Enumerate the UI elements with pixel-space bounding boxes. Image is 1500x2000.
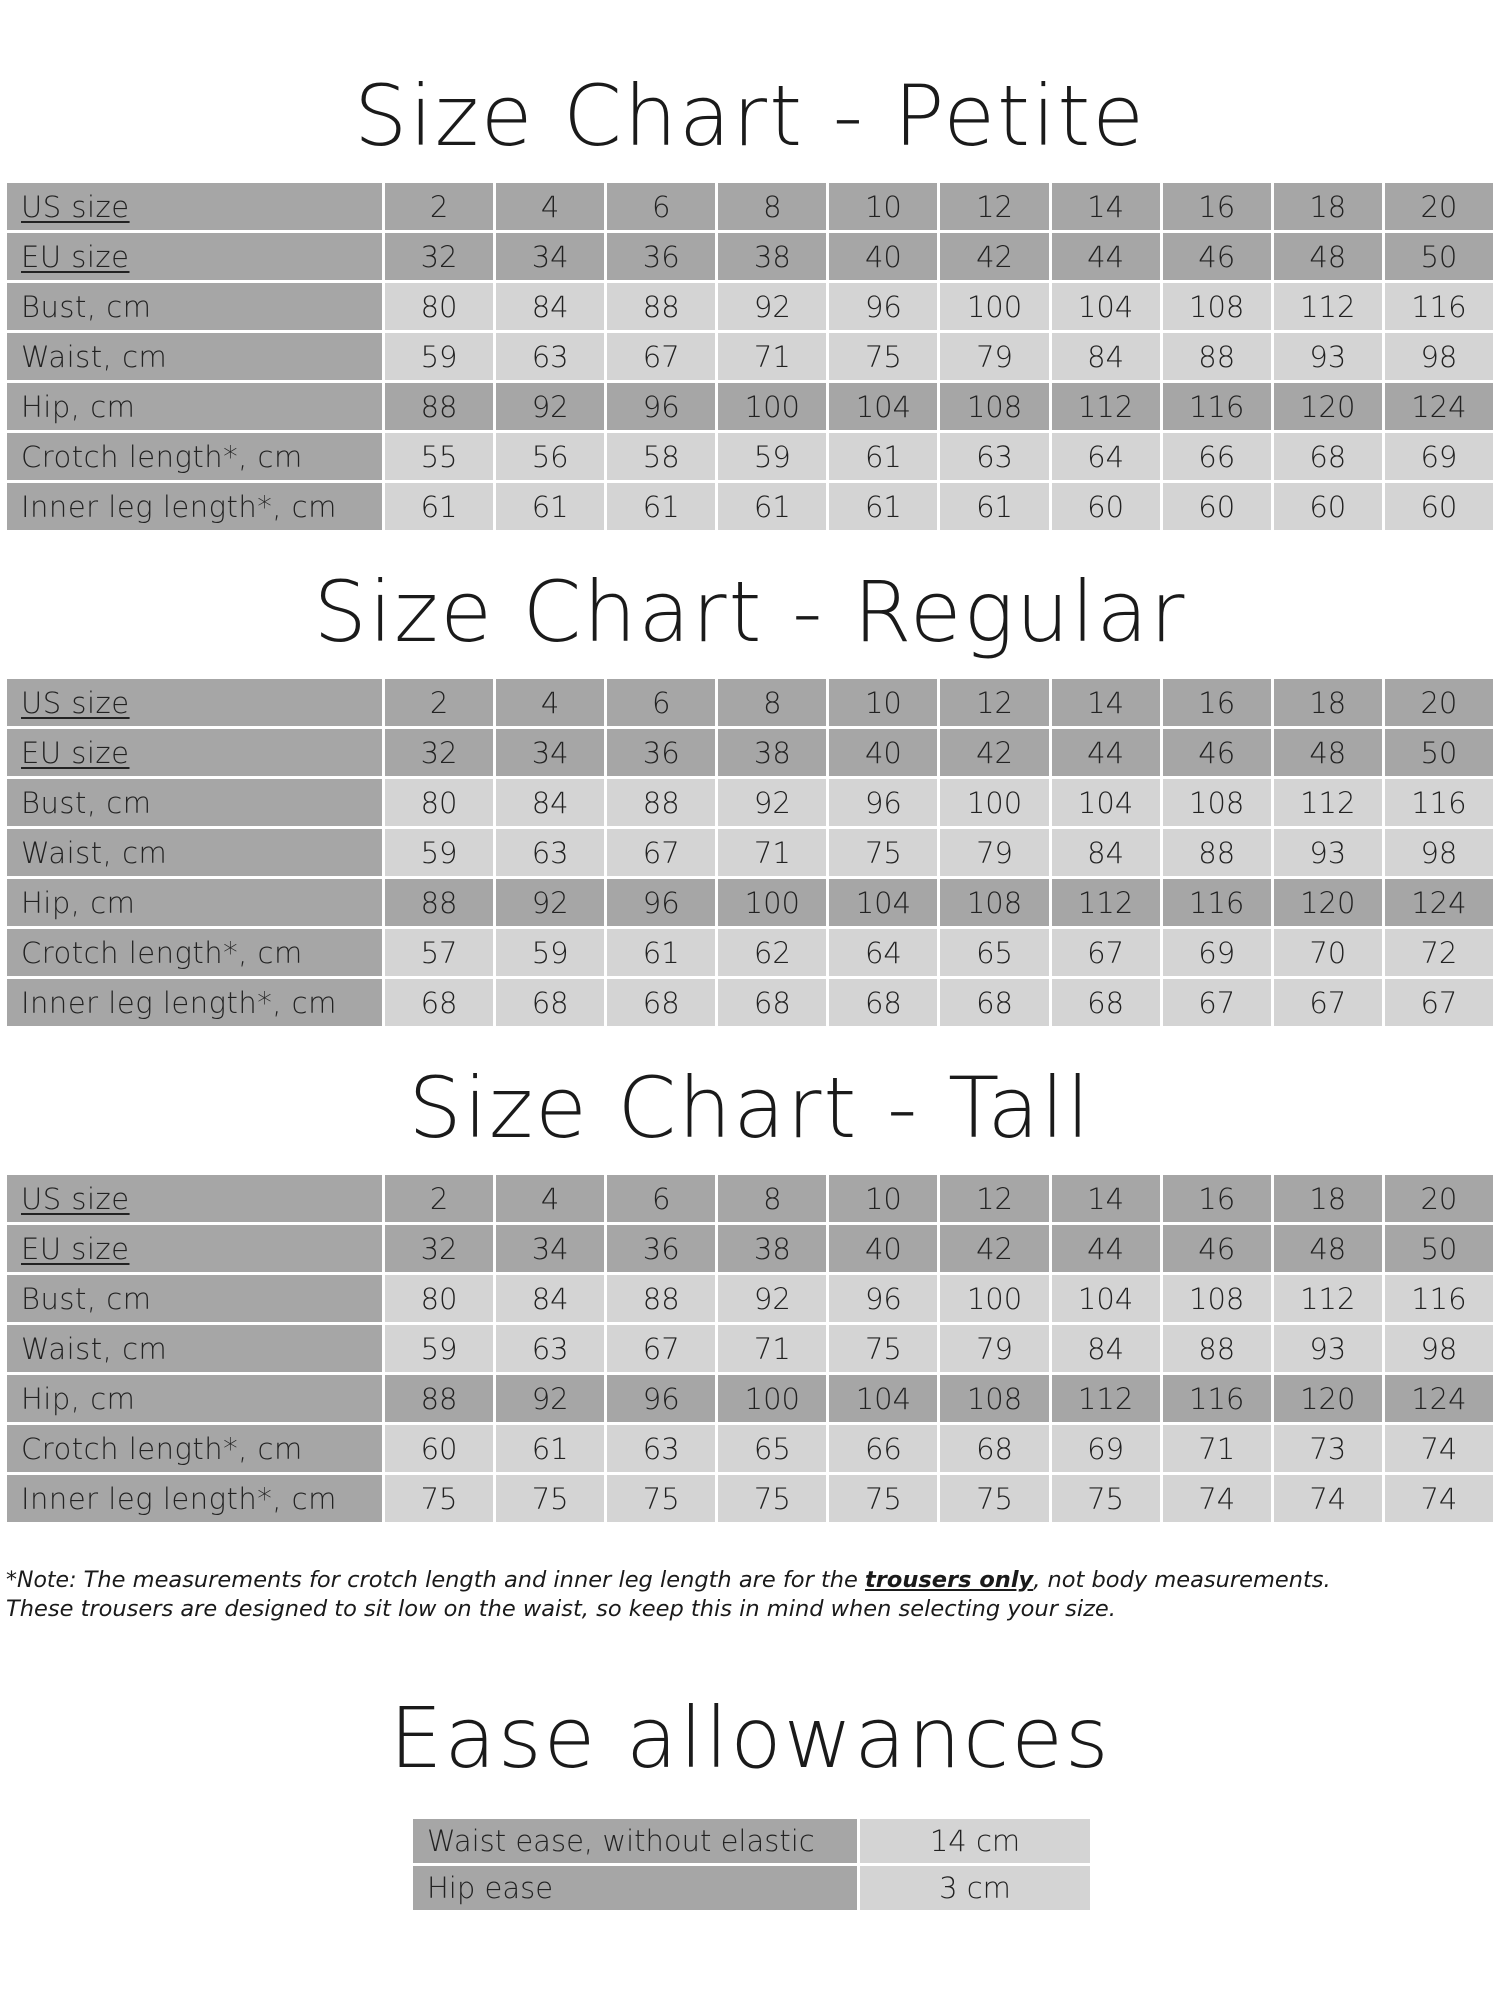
- size-value-cell: 68: [829, 979, 937, 1026]
- size-value-cell: 68: [1274, 433, 1382, 480]
- size-value-cell: 55: [385, 433, 493, 480]
- size-table-row: [7, 183, 1493, 230]
- size-value-cell: 70: [1274, 929, 1382, 976]
- size-value-cell: 36: [607, 233, 715, 280]
- size-value-cell: 63: [496, 829, 604, 876]
- size-value-cell: 67: [607, 1325, 715, 1372]
- size-value-cell: 79: [940, 829, 1048, 876]
- size-value-cell: 61: [607, 929, 715, 976]
- size-value-cell: 88: [607, 1275, 715, 1322]
- size-value-cell: 60: [1385, 483, 1493, 530]
- size-value-cell: 88: [1163, 1325, 1271, 1372]
- size-value-cell: 61: [829, 433, 937, 480]
- size-value-cell: 116: [1163, 383, 1271, 430]
- size-value-cell: 96: [829, 283, 937, 330]
- regular-chart-title: Size Chart - Regular: [313, 563, 1187, 661]
- size-value-cell: 20: [1385, 183, 1493, 230]
- row-label: Waist, cm: [7, 829, 382, 876]
- size-value-cell: 100: [718, 879, 826, 926]
- size-value-cell: 84: [1052, 829, 1160, 876]
- size-value-cell: 61: [718, 483, 826, 530]
- size-value-cell: 88: [385, 383, 493, 430]
- size-value-cell: 116: [1163, 879, 1271, 926]
- size-value-cell: 84: [1052, 333, 1160, 380]
- size-value-cell: 92: [496, 879, 604, 926]
- size-value-cell: 100: [940, 283, 1048, 330]
- size-table-row: [7, 1275, 1493, 1322]
- size-value-cell: 116: [1385, 1275, 1493, 1322]
- size-value-cell: 88: [1163, 829, 1271, 876]
- size-value-cell: 92: [718, 283, 826, 330]
- size-table-row: [7, 929, 1493, 976]
- size-value-cell: 71: [718, 333, 826, 380]
- size-value-cell: 88: [1163, 333, 1271, 380]
- row-label-text: US size: [21, 189, 130, 224]
- size-value-cell: 48: [1274, 729, 1382, 776]
- size-value-cell: 2: [385, 1175, 493, 1222]
- size-value-cell: 75: [385, 1475, 493, 1522]
- size-value-cell: 58: [607, 433, 715, 480]
- note-lead: *Note:: [6, 1568, 77, 1593]
- size-value-cell: 108: [1163, 779, 1271, 826]
- size-value-cell: 68: [1052, 979, 1160, 1026]
- size-value-cell: 59: [385, 333, 493, 380]
- ease-row-value: 3 cm: [860, 1866, 1090, 1910]
- size-value-cell: 112: [1052, 1375, 1160, 1422]
- size-value-cell: 42: [940, 233, 1048, 280]
- size-value-cell: 100: [718, 383, 826, 430]
- size-value-cell: 16: [1163, 183, 1271, 230]
- size-table-row: [7, 1175, 1493, 1222]
- size-value-cell: 84: [1052, 1325, 1160, 1372]
- size-value-cell: 79: [940, 333, 1048, 380]
- size-value-cell: 20: [1385, 1175, 1493, 1222]
- size-value-cell: 57: [385, 929, 493, 976]
- size-value-cell: 98: [1385, 829, 1493, 876]
- size-value-cell: 112: [1052, 879, 1160, 926]
- size-value-cell: 61: [496, 483, 604, 530]
- tall-size-table: [4, 1172, 1496, 1525]
- size-value-cell: 40: [829, 1225, 937, 1272]
- size-table-row: [7, 333, 1493, 380]
- size-value-cell: 71: [718, 829, 826, 876]
- size-value-cell: 4: [496, 679, 604, 726]
- size-value-cell: 56: [496, 433, 604, 480]
- size-value-cell: 18: [1274, 1175, 1382, 1222]
- size-value-cell: 8: [718, 679, 826, 726]
- ease-row-value: 14 cm: [860, 1819, 1090, 1863]
- size-value-cell: 67: [1163, 979, 1271, 1026]
- size-value-cell: 112: [1274, 1275, 1382, 1322]
- note-text-before: The measurements for crotch length and inner leg length are for the: [76, 1567, 866, 1593]
- size-value-cell: 18: [1274, 679, 1382, 726]
- size-value-cell: 67: [1052, 929, 1160, 976]
- size-table-row: [7, 679, 1493, 726]
- size-value-cell: 108: [1163, 1275, 1271, 1322]
- size-value-cell: 6: [607, 1175, 715, 1222]
- row-label: Bust, cm: [7, 1275, 382, 1322]
- size-value-cell: 112: [1274, 779, 1382, 826]
- size-value-cell: 12: [940, 1175, 1048, 1222]
- size-table-row: [7, 729, 1493, 776]
- size-value-cell: 8: [718, 183, 826, 230]
- size-value-cell: 73: [1274, 1425, 1382, 1472]
- size-value-cell: 50: [1385, 233, 1493, 280]
- size-value-cell: 44: [1052, 233, 1160, 280]
- size-value-cell: 67: [1385, 979, 1493, 1026]
- size-value-cell: 124: [1385, 1375, 1493, 1422]
- size-value-cell: 88: [385, 1375, 493, 1422]
- size-value-cell: 63: [940, 433, 1048, 480]
- size-value-cell: 75: [607, 1475, 715, 1522]
- size-value-cell: 68: [940, 1425, 1048, 1472]
- row-label-text: EU size: [21, 735, 130, 770]
- size-value-cell: 120: [1274, 383, 1382, 430]
- size-value-cell: 32: [385, 1225, 493, 1272]
- row-label: Inner leg length*, cm: [7, 1475, 382, 1522]
- size-value-cell: 88: [607, 779, 715, 826]
- size-value-cell: 46: [1163, 1225, 1271, 1272]
- size-value-cell: 60: [1163, 483, 1271, 530]
- size-value-cell: 75: [829, 333, 937, 380]
- size-value-cell: 100: [940, 1275, 1048, 1322]
- size-value-cell: 63: [496, 333, 604, 380]
- row-label: [7, 1225, 382, 1272]
- row-label: Hip, cm: [7, 879, 382, 926]
- ease-row-label: Waist ease, without elastic: [413, 1819, 857, 1863]
- size-value-cell: 34: [496, 1225, 604, 1272]
- size-value-cell: 60: [1052, 483, 1160, 530]
- row-label: [7, 183, 382, 230]
- row-label: Bust, cm: [7, 283, 382, 330]
- size-value-cell: 67: [607, 333, 715, 380]
- size-value-cell: 93: [1274, 333, 1382, 380]
- size-value-cell: 64: [1052, 433, 1160, 480]
- size-value-cell: 38: [718, 1225, 826, 1272]
- size-value-cell: 65: [940, 929, 1048, 976]
- size-value-cell: 16: [1163, 679, 1271, 726]
- size-value-cell: 79: [940, 1325, 1048, 1372]
- size-value-cell: 44: [1052, 1225, 1160, 1272]
- size-value-cell: 14: [1052, 679, 1160, 726]
- size-value-cell: 124: [1385, 879, 1493, 926]
- size-value-cell: 12: [940, 679, 1048, 726]
- size-value-cell: 14: [1052, 183, 1160, 230]
- size-value-cell: 38: [718, 233, 826, 280]
- size-value-cell: 61: [385, 483, 493, 530]
- size-table-row: [7, 383, 1493, 430]
- size-value-cell: 92: [496, 1375, 604, 1422]
- size-value-cell: 116: [1385, 779, 1493, 826]
- size-value-cell: 96: [607, 1375, 715, 1422]
- size-value-cell: 74: [1385, 1425, 1493, 1472]
- size-value-cell: 75: [829, 829, 937, 876]
- size-value-cell: 108: [940, 1375, 1048, 1422]
- size-value-cell: 12: [940, 183, 1048, 230]
- size-value-cell: 75: [718, 1475, 826, 1522]
- size-value-cell: 108: [1163, 283, 1271, 330]
- size-value-cell: 69: [1163, 929, 1271, 976]
- size-table-row: [7, 779, 1493, 826]
- size-value-cell: 75: [1052, 1475, 1160, 1522]
- size-value-cell: 71: [1163, 1425, 1271, 1472]
- size-value-cell: 61: [940, 483, 1048, 530]
- size-value-cell: 38: [718, 729, 826, 776]
- row-label: Crotch length*, cm: [7, 1425, 382, 1472]
- size-value-cell: 88: [385, 879, 493, 926]
- ease-row-label: Hip ease: [413, 1866, 857, 1910]
- size-value-cell: 92: [718, 1275, 826, 1322]
- size-value-cell: 69: [1052, 1425, 1160, 1472]
- row-label: Hip, cm: [7, 383, 382, 430]
- row-label: Waist, cm: [7, 1325, 382, 1372]
- size-value-cell: 88: [607, 283, 715, 330]
- note-line-1: [6, 1566, 1486, 1595]
- row-label: Hip, cm: [7, 1375, 382, 1422]
- size-value-cell: 59: [385, 829, 493, 876]
- size-value-cell: 48: [1274, 1225, 1382, 1272]
- size-value-cell: 66: [1163, 433, 1271, 480]
- size-table-row: [7, 433, 1493, 480]
- size-value-cell: 104: [1052, 1275, 1160, 1322]
- size-table-row: [7, 1325, 1493, 1372]
- size-value-cell: 20: [1385, 679, 1493, 726]
- size-value-cell: 60: [1274, 483, 1382, 530]
- size-value-cell: 34: [496, 233, 604, 280]
- size-value-cell: 46: [1163, 233, 1271, 280]
- size-value-cell: 2: [385, 183, 493, 230]
- size-value-cell: 60: [385, 1425, 493, 1472]
- size-value-cell: 108: [940, 383, 1048, 430]
- note-text-after: , not body measurements.: [1033, 1567, 1331, 1593]
- ease-allowances-table: [410, 1816, 1093, 1913]
- size-value-cell: 6: [607, 183, 715, 230]
- size-value-cell: 59: [385, 1325, 493, 1372]
- row-label: [7, 729, 382, 776]
- size-value-cell: 71: [718, 1325, 826, 1372]
- size-value-cell: 124: [1385, 383, 1493, 430]
- size-table-row: [7, 1225, 1493, 1272]
- row-label: Inner leg length*, cm: [7, 979, 382, 1026]
- row-label: Crotch length*, cm: [7, 433, 382, 480]
- size-value-cell: 75: [829, 1325, 937, 1372]
- size-value-cell: 61: [829, 483, 937, 530]
- size-value-cell: 116: [1163, 1375, 1271, 1422]
- size-table-row: [7, 829, 1493, 876]
- size-value-cell: 98: [1385, 1325, 1493, 1372]
- row-label: Crotch length*, cm: [7, 929, 382, 976]
- size-table-row: [7, 879, 1493, 926]
- size-value-cell: 42: [940, 729, 1048, 776]
- size-value-cell: 80: [385, 1275, 493, 1322]
- row-label-text: EU size: [21, 239, 130, 274]
- size-value-cell: 104: [1052, 779, 1160, 826]
- size-value-cell: 44: [1052, 729, 1160, 776]
- size-table-row: [7, 979, 1493, 1026]
- size-value-cell: 96: [829, 1275, 937, 1322]
- size-value-cell: 100: [940, 779, 1048, 826]
- size-value-cell: 68: [496, 979, 604, 1026]
- row-label: Bust, cm: [7, 779, 382, 826]
- size-value-cell: 40: [829, 233, 937, 280]
- size-table-row: [7, 1475, 1493, 1522]
- size-value-cell: 18: [1274, 183, 1382, 230]
- size-value-cell: 67: [607, 829, 715, 876]
- size-value-cell: 64: [829, 929, 937, 976]
- size-value-cell: 96: [607, 879, 715, 926]
- row-label-text: US size: [21, 685, 130, 720]
- size-value-cell: 14: [1052, 1175, 1160, 1222]
- size-value-cell: 2: [385, 679, 493, 726]
- size-value-cell: 36: [607, 729, 715, 776]
- size-value-cell: 108: [940, 879, 1048, 926]
- size-value-cell: 50: [1385, 1225, 1493, 1272]
- size-value-cell: 100: [718, 1375, 826, 1422]
- size-value-cell: 65: [718, 1425, 826, 1472]
- size-value-cell: 68: [607, 979, 715, 1026]
- size-value-cell: 66: [829, 1425, 937, 1472]
- size-value-cell: 84: [496, 283, 604, 330]
- size-value-cell: 75: [940, 1475, 1048, 1522]
- ease-allowances-title: Ease allowances: [389, 1689, 1111, 1787]
- size-value-cell: 48: [1274, 233, 1382, 280]
- size-table-row: [7, 1425, 1493, 1472]
- ease-row: [413, 1866, 1090, 1910]
- measurement-note: [6, 1566, 1486, 1623]
- size-value-cell: 72: [1385, 929, 1493, 976]
- row-label: [7, 233, 382, 280]
- size-value-cell: 62: [718, 929, 826, 976]
- size-value-cell: 68: [718, 979, 826, 1026]
- size-value-cell: 120: [1274, 1375, 1382, 1422]
- size-value-cell: 61: [607, 483, 715, 530]
- size-value-cell: 75: [496, 1475, 604, 1522]
- size-value-cell: 6: [607, 679, 715, 726]
- regular-size-table: [4, 676, 1496, 1029]
- size-value-cell: 10: [829, 1175, 937, 1222]
- size-table-row: [7, 283, 1493, 330]
- size-value-cell: 96: [607, 383, 715, 430]
- size-value-cell: 68: [940, 979, 1048, 1026]
- size-value-cell: 112: [1052, 383, 1160, 430]
- size-table-row: [7, 233, 1493, 280]
- size-value-cell: 46: [1163, 729, 1271, 776]
- size-value-cell: 10: [829, 183, 937, 230]
- size-value-cell: 104: [829, 1375, 937, 1422]
- ease-row: [413, 1819, 1090, 1863]
- tall-chart-title: Size Chart - Tall: [408, 1059, 1092, 1157]
- size-value-cell: 32: [385, 233, 493, 280]
- size-table-row: [7, 483, 1493, 530]
- size-value-cell: 98: [1385, 333, 1493, 380]
- size-value-cell: 59: [718, 433, 826, 480]
- petite-chart-title: Size Chart - Petite: [354, 67, 1146, 165]
- size-value-cell: 104: [829, 879, 937, 926]
- size-value-cell: 69: [1385, 433, 1493, 480]
- size-value-cell: 104: [1052, 283, 1160, 330]
- size-value-cell: 40: [829, 729, 937, 776]
- size-value-cell: 34: [496, 729, 604, 776]
- size-value-cell: 74: [1274, 1475, 1382, 1522]
- size-value-cell: 75: [829, 1475, 937, 1522]
- size-value-cell: 68: [385, 979, 493, 1026]
- note-line-2: These trousers are designed to sit low on the waist, so keep this in mind when selecting your size.: [6, 1596, 1116, 1622]
- size-table-row: [7, 1375, 1493, 1422]
- size-value-cell: 59: [496, 929, 604, 976]
- size-value-cell: 61: [496, 1425, 604, 1472]
- row-label-text: US size: [21, 1181, 130, 1216]
- size-value-cell: 16: [1163, 1175, 1271, 1222]
- row-label-text: EU size: [21, 1231, 130, 1266]
- size-value-cell: 112: [1274, 283, 1382, 330]
- row-label: Inner leg length*, cm: [7, 483, 382, 530]
- size-value-cell: 32: [385, 729, 493, 776]
- size-value-cell: 74: [1385, 1475, 1493, 1522]
- size-value-cell: 8: [718, 1175, 826, 1222]
- row-label: [7, 679, 382, 726]
- row-label: [7, 1175, 382, 1222]
- size-value-cell: 80: [385, 779, 493, 826]
- size-value-cell: 96: [829, 779, 937, 826]
- size-value-cell: 104: [829, 383, 937, 430]
- size-value-cell: 92: [496, 383, 604, 430]
- size-value-cell: 74: [1163, 1475, 1271, 1522]
- petite-size-table: [4, 180, 1496, 533]
- size-value-cell: 93: [1274, 1325, 1382, 1372]
- size-value-cell: 4: [496, 1175, 604, 1222]
- row-label: Waist, cm: [7, 333, 382, 380]
- size-value-cell: 10: [829, 679, 937, 726]
- size-value-cell: 92: [718, 779, 826, 826]
- size-value-cell: 67: [1274, 979, 1382, 1026]
- size-value-cell: 80: [385, 283, 493, 330]
- size-value-cell: 63: [496, 1325, 604, 1372]
- size-value-cell: 84: [496, 779, 604, 826]
- note-emphasis: trousers only: [865, 1567, 1034, 1593]
- size-value-cell: 84: [496, 1275, 604, 1322]
- size-value-cell: 120: [1274, 879, 1382, 926]
- size-value-cell: 50: [1385, 729, 1493, 776]
- size-value-cell: 36: [607, 1225, 715, 1272]
- size-value-cell: 42: [940, 1225, 1048, 1272]
- size-value-cell: 63: [607, 1425, 715, 1472]
- size-value-cell: 93: [1274, 829, 1382, 876]
- size-value-cell: 4: [496, 183, 604, 230]
- size-value-cell: 116: [1385, 283, 1493, 330]
